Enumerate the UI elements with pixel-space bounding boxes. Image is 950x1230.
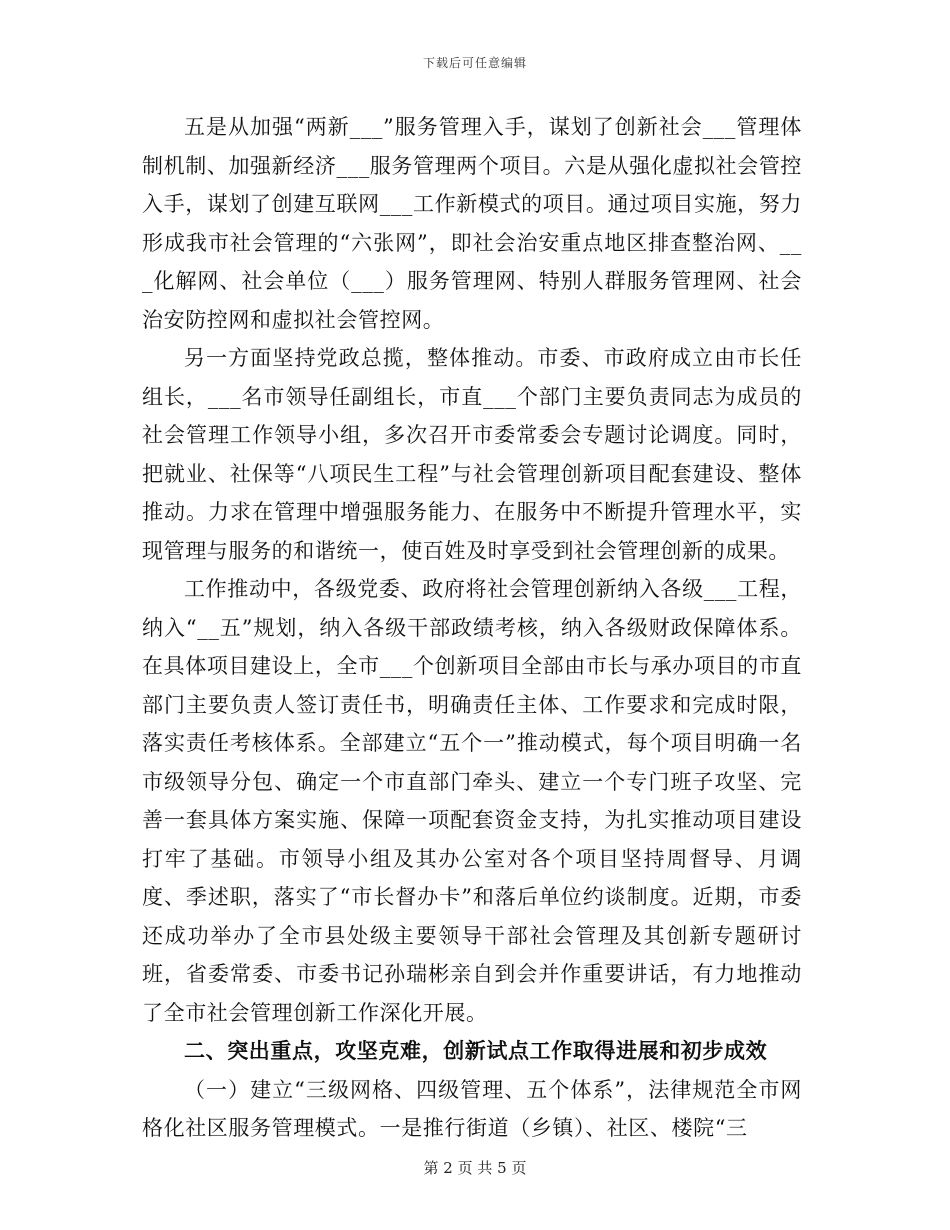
- paragraph-promotion: 工作推动中，各级党委、政府将社会管理创新纳入各级___工程，纳入“__五”规划，纳入各级干部政绩考核，纳入各级财政保障体系。在具体项目建设上，全市___个创新项目全部由市长与承办项目的市直部门主要负责人签订责任书，明确责任主体、工作要求和完成时限，落实责任考核体系。全部建立“五个一”推动模式，每个项目明确一名市级领导分包、确定一个市直部门牵头、建立一个专门班子攻坚、完善一套具体方案实施、保障一项配套资金支持，为扎实推动项目建设打牢了基础。市领导小组及其办公室对各个项目坚持周督导、月调度、季述职，落实了“市长督办卡”和落后单位约谈制度。近期，市委还成功举办了全市县处级主要领导干部社会管理及其创新专题研讨班，省委常委、市委书记孙瑞彬亲自到会并作重要讲话，有力地推动了全市社会管理创新工作深化开展。: [142, 577, 802, 1025]
- page-header: 下载后可任意编辑: [422, 56, 527, 70]
- document-body: [142, 108, 802, 1148]
- paragraph-projects: 五是从加强“两新___”服务管理入手，谋划了创新社会___管理体制机制、加强新经济___服务管理两个项目。六是从强化虚拟社会管控入手，谋划了创建互联网___工作新模式的项目。通过项目实施，努力形成我市社会管理的“六张网”，即社会治安重点地区排查整治网、___化解网、社会单位（___）服务管理网、特别人群服务管理网、社会治安防控网和虚拟社会管控网。: [142, 115, 802, 332]
- paragraph-grid-management: （一）建立“三级网格、四级管理、五个体系”，法律规范全市网格化社区服务管理模式。一是推行街道（乡镇）、社区、楼院“三: [142, 1077, 802, 1140]
- paragraph-leadership: 另一方面坚持党政总揽，整体推动。市委、市政府成立由市长任组长，___名市领导任副组长，市直___个部门主要负责同志为成员的社会管理工作领导小组，多次召开市委常委会专题讨论调度。同时，把就业、社保等“八项民生工程”与社会管理创新项目配套建设、整体推动。力求在管理中增强服务能力、在服务中不断提升管理水平，实现管理与服务的和谐统一，使百姓及时享受到社会管理创新的成果。: [142, 346, 802, 563]
- section-heading: 二、突出重点，攻坚克难，创新试点工作取得进展和初步成效: [184, 1038, 768, 1063]
- page-number: 第 2 页 共 5 页: [423, 1159, 527, 1177]
